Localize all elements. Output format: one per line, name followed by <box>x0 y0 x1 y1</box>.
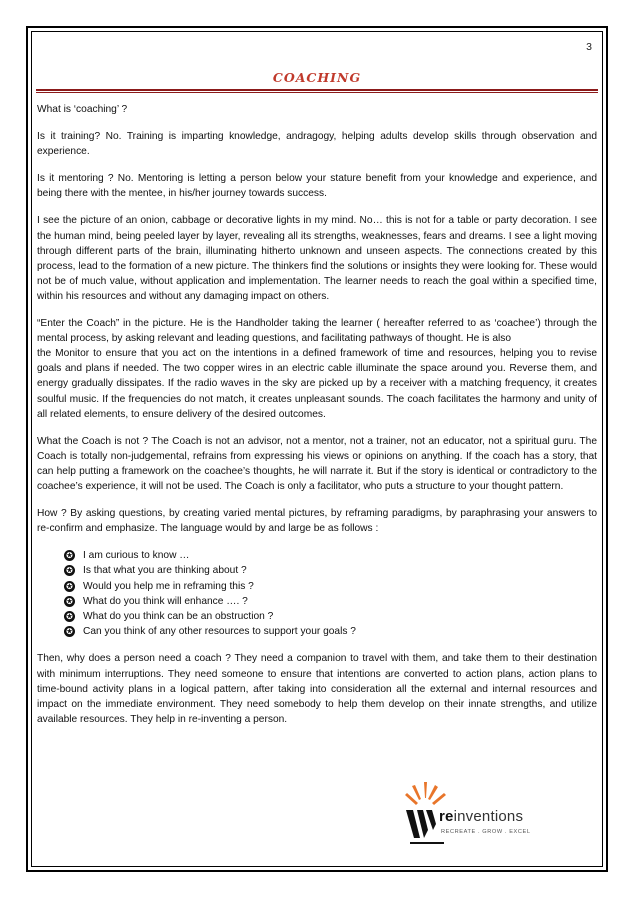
star-bullet-icon: ✪ <box>64 596 75 607</box>
paragraph: Is it training? No. Training is imparting knowledge, andragogy, helping adults develop skills through observation and experience. <box>37 131 597 158</box>
list-item <box>64 579 597 594</box>
list-item <box>64 624 597 639</box>
paragraph: “Enter the Coach” in the picture. He is the Handholder taking the learner ( hereafter referred to as ‘coachee’) through the mental process, by asking relevant and leading questions, and facilitating pathways of thought. He is also <box>37 318 597 345</box>
list-item-text: What do you think will enhance …. ? <box>83 595 248 607</box>
list-item-text: I am curious to know … <box>83 550 190 562</box>
document-page <box>26 26 608 872</box>
page-title: COACHING <box>272 70 362 85</box>
list-item <box>64 548 597 563</box>
body-text <box>37 102 597 739</box>
list-item-text: Can you think of any other resources to support your goals ? <box>83 626 356 638</box>
list-item-text: Is that what you are thinking about ? <box>83 565 247 577</box>
paragraph: the Monitor to ensure that you act on the intentions in a defined framework of time and resources, helping you to revise goals and plans if needed. The two copper wires in an electric cable illuminate the space around you. Reverse them, and energy gradually dissipates. If the radio waves in the sky are picked up by a receiver with a matching frequency, it creates soulful music. If the frequencies do not match, it creates unpleasant sounds. The coach facilitates the harmony and unity of all related elements, to ensure delivery of the desired outcomes. <box>37 348 597 420</box>
list-item <box>64 563 597 578</box>
title-divider <box>36 89 598 93</box>
logo-tagline: RECREATE . GROW . EXCEL <box>441 829 531 835</box>
list-item-text: Would you help me in reframing this ? <box>83 580 254 592</box>
reinventions-logo <box>404 780 544 850</box>
paragraph: What the Coach is not ? The Coach is not an advisor, not a mentor, not a trainer, not an educator, not a spiritual guru. The Coach is totally non-judgemental, refrains from expressing his views or opinions on anything. If the coach has a story, that can help putting a framework on the coachee’s thoughts, he will narrate it. But if the story is identical or contradictory to the coachee’s experience, it will not be used. The Coach is only a facilitator, who puts a structure to your thought pattern. <box>37 435 597 492</box>
star-bullet-icon: ✪ <box>64 565 75 576</box>
paragraph: What is ‘coaching’ ? <box>37 104 128 115</box>
paragraph: How ? By asking questions, by creating varied mental pictures, by reframing paradigms, by paraphrasing your answers to re-confirm and emphasize. The language would by and large be as follows : <box>37 508 597 535</box>
paragraph: I see the picture of an onion, cabbage or decorative lights in my mind. No… this is not for a table or party decoration. I see the human mind, being peeled layer by layer, revealing all its strengths, weaknesses, fears and dreams. I see a light moving through different parts of the brain, illuminating hitherto unknown and unseen aspects. The connections created by this process, lead to the formation of a new picture. The thinkers find the solutions or insights they were looking for. These would not be of much value, without application and implementation. The learner needs to reach the goal within a specified time, within his resources and without any damaging impact on others. <box>37 215 597 302</box>
list-item <box>64 609 597 624</box>
paragraph: Then, why does a person need a coach ? They need a companion to travel with them, and take them to their destination with minimum interruptions. They need someone to ensure that intentions are converted to action plans, action plans to time-bound activity plans in a logical pattern, after taking into consideration all the external and internal resources and impact on the immediate environment. They need somebody to help them develop on their innate strengths, and utilize available resources. They help in re-inventing a person. <box>37 653 597 725</box>
star-bullet-icon: ✪ <box>64 550 75 561</box>
logo-wordmark: reinventions <box>439 808 524 825</box>
paragraph: Is it mentoring ? No. Mentoring is letting a person below your stature benefit from your knowledge and experience, and being there with the mentee, in his/her journey towards success. <box>37 173 597 200</box>
star-bullet-icon: ✪ <box>64 626 75 637</box>
page-number: 3 <box>586 41 592 53</box>
list-item <box>64 594 597 609</box>
question-list <box>37 548 597 639</box>
page-inner-border <box>31 31 603 867</box>
star-bullet-icon: ✪ <box>64 611 75 622</box>
list-item-text: What do you think can be an obstruction ? <box>83 611 274 623</box>
star-bullet-icon: ✪ <box>64 581 75 592</box>
